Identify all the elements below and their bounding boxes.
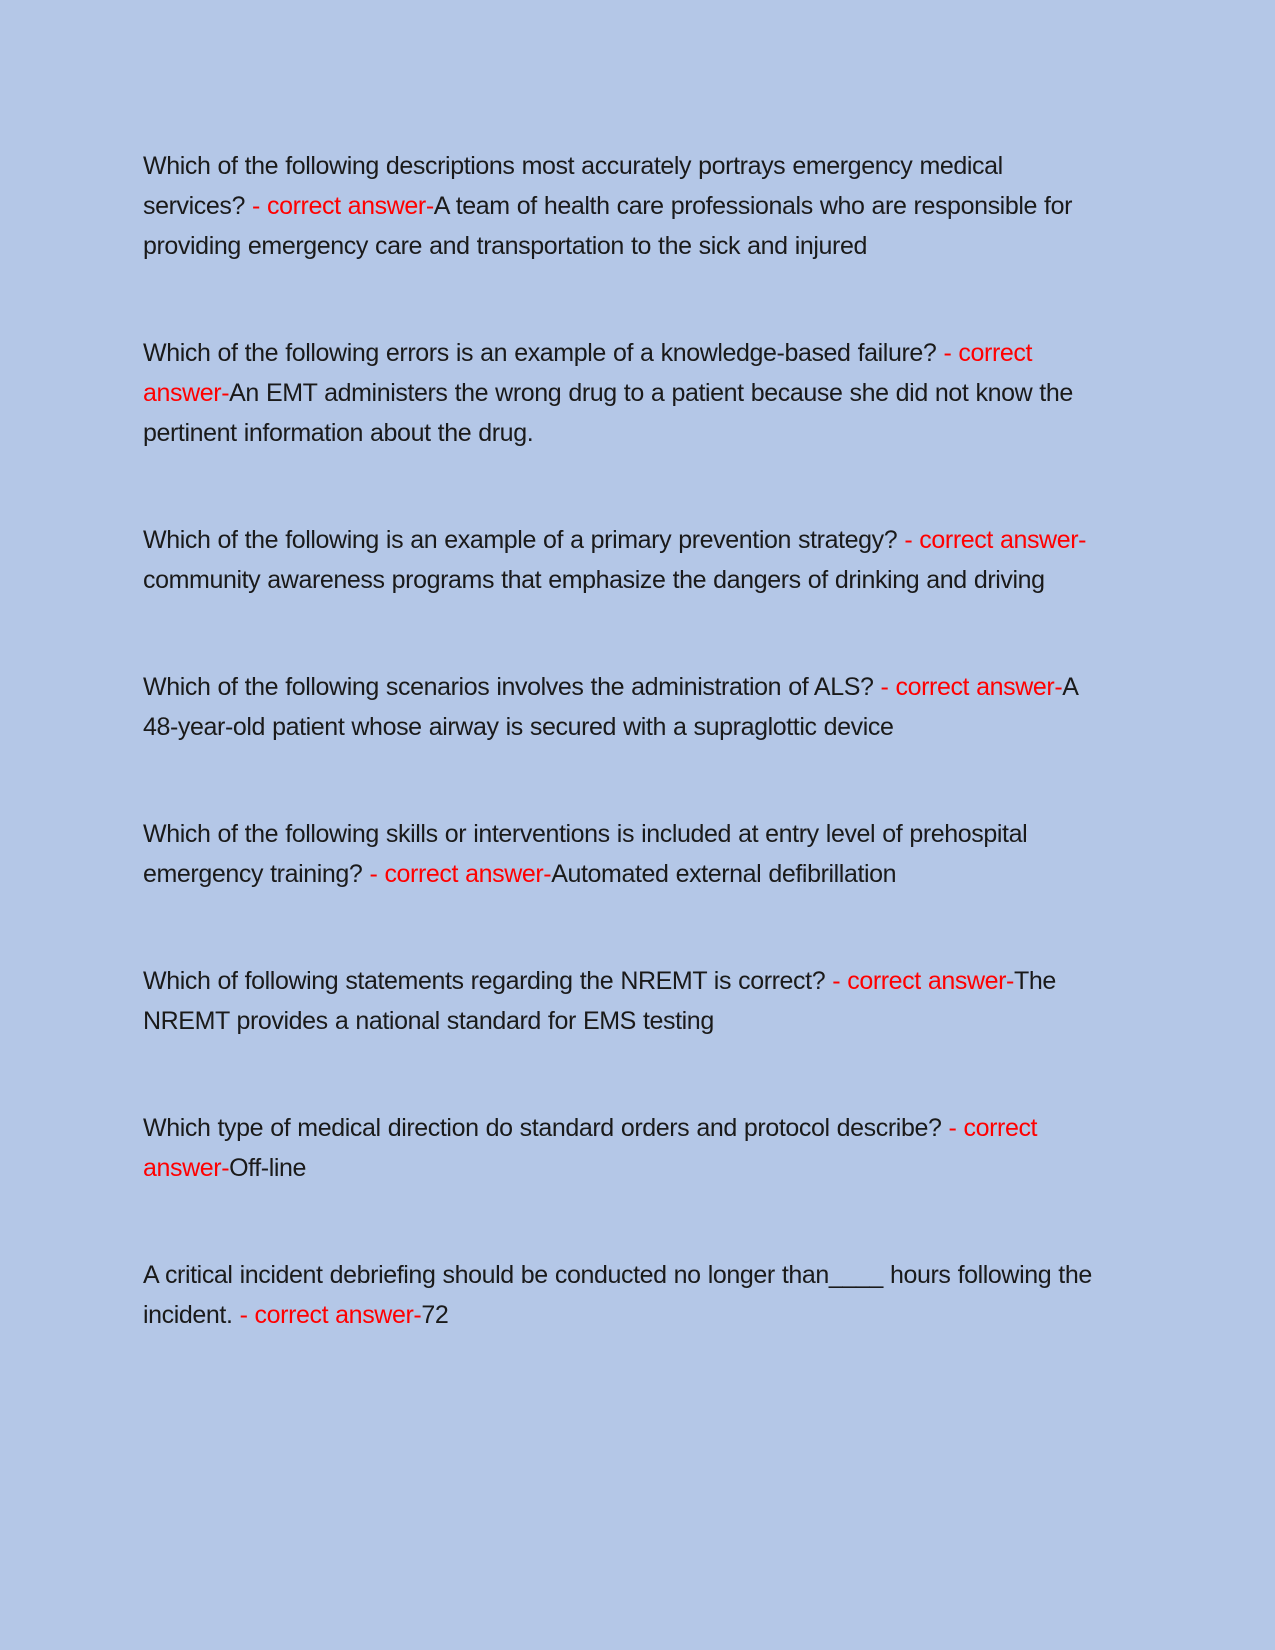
answer-text: A team of health care professionals who are responsible for providing emergency care and transportation to the sick and injured <box>143 192 1073 260</box>
question-text: A critical incident debriefing should be conducted no longer than____ hours following the incident. <box>143 1261 1092 1329</box>
correct-answer-marker: - correct answer- <box>832 967 1014 995</box>
qa-item <box>143 814 1103 894</box>
answer-text: 72 <box>421 1301 449 1329</box>
answer-text: The NREMT provides a national standard for EMS testing <box>143 967 1056 1035</box>
question-text: Which of the following skills or interventions is included at entry level of prehospital emergency training? <box>143 820 1028 888</box>
correct-answer-marker: - correct answer- <box>239 1301 422 1329</box>
correct-answer-marker: - correct answer- <box>252 192 434 220</box>
qa-item <box>143 667 1103 747</box>
correct-answer-marker: - correct answer- <box>369 860 552 888</box>
question-text: Which of following statements regarding the NREMT is correct? <box>143 967 826 995</box>
qa-item <box>143 961 1103 1041</box>
qa-item <box>143 1255 1103 1335</box>
qa-item <box>143 333 1103 453</box>
answer-text: Automated external defibrillation <box>551 860 897 888</box>
correct-answer-marker: - correct answer- <box>143 1114 1038 1182</box>
qa-item <box>143 520 1103 600</box>
qa-item <box>143 1108 1103 1188</box>
answer-text: An EMT administers the wrong drug to a patient because she did not know the pertinent information about the drug. <box>143 379 1073 447</box>
question-text: Which of the following errors is an example of a knowledge-based failure? <box>143 339 937 367</box>
question-text: Which type of medical direction do standard orders and protocol describe? <box>143 1114 942 1142</box>
question-text: Which of the following descriptions most accurately portrays emergency medical services? <box>143 152 1003 220</box>
correct-answer-marker: - correct answer- <box>880 673 1063 701</box>
answer-text: A 48-year-old patient whose airway is secured with a supraglottic device <box>143 673 1078 741</box>
question-text: Which of the following scenarios involves the administration of ALS? <box>143 673 874 701</box>
correct-answer-marker: - correct answer- <box>143 339 1033 407</box>
qa-list <box>143 146 1103 1335</box>
question-text: Which of the following is an example of a primary prevention strategy? <box>143 526 898 554</box>
answer-text: community awareness programs that emphasize the dangers of drinking and driving <box>143 566 1045 594</box>
qa-item <box>143 146 1103 266</box>
correct-answer-marker: - correct answer- <box>904 526 1087 554</box>
answer-text: Off-line <box>229 1154 307 1182</box>
